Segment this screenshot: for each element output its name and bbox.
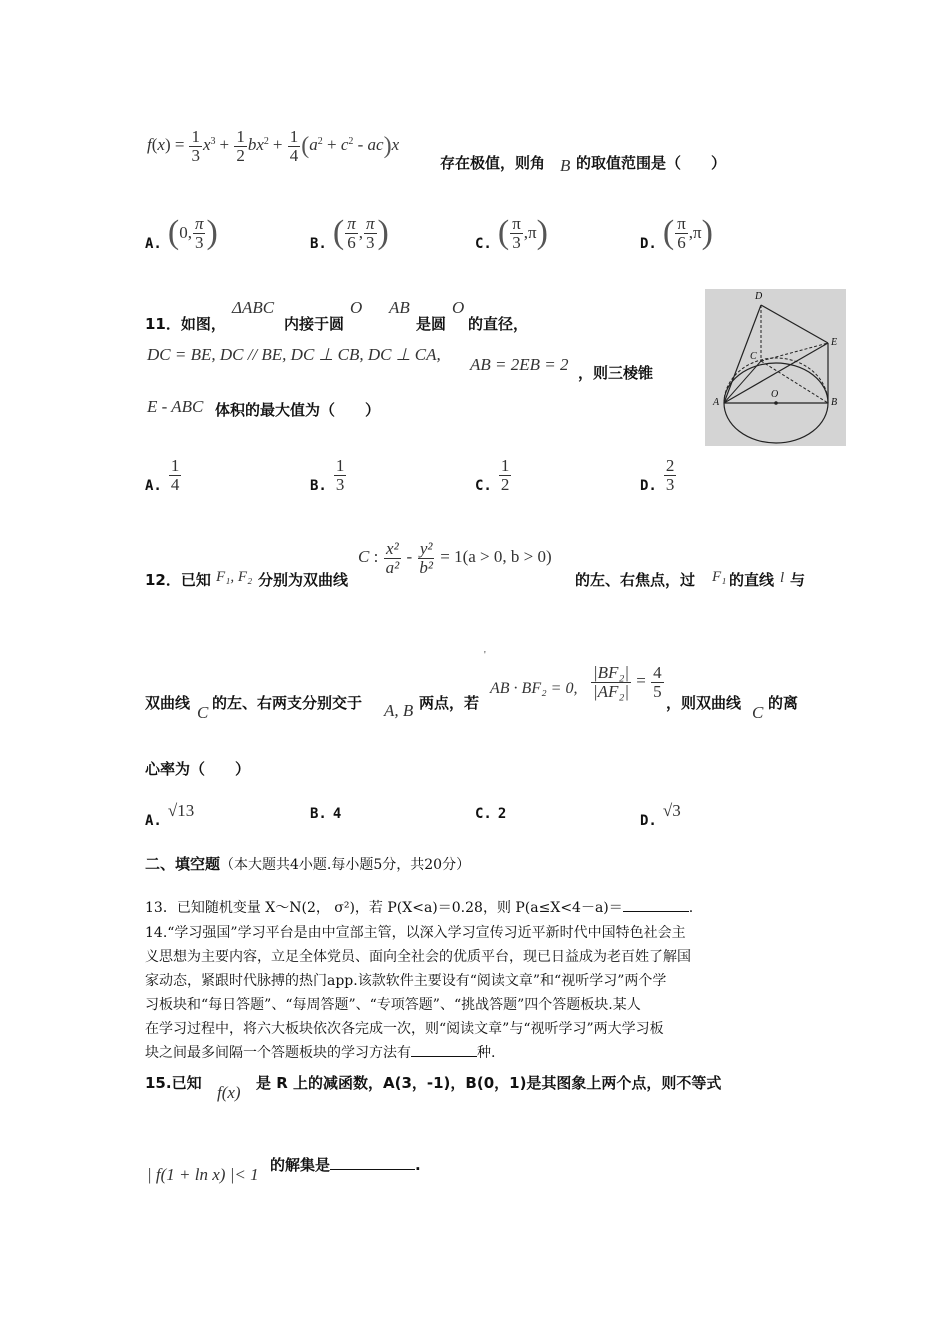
q11-pyramid: E - ABC xyxy=(147,397,204,416)
q11-triangle: ΔABC xyxy=(232,298,275,317)
q15-text-1: 15.已知 xyxy=(145,1074,202,1092)
q12-vector-mark: ' xyxy=(484,650,486,661)
q10-stem-suffix: 存在极值，则角 xyxy=(440,154,546,172)
q12-f1: F₁ xyxy=(712,569,727,585)
fig-label-a: A xyxy=(713,397,720,408)
q12-text-7: 两点，若 xyxy=(419,694,480,712)
q12-c: C xyxy=(197,703,209,722)
fig-label-d: D xyxy=(755,291,763,302)
q12-option-d[interactable]: D. √3 xyxy=(640,801,681,829)
fig-label-c: C xyxy=(750,351,757,362)
q12-text-1: 分别为双曲线 xyxy=(258,571,349,589)
q15-text-2: 是 R 上的减函数，A(3，-1)，B(0，1)是其图象上两个点，则不等式 xyxy=(256,1074,722,1092)
q11-number: 11．如图， xyxy=(145,315,226,333)
q15-text-3: 的解集是 . xyxy=(270,1156,421,1174)
q10-option-c[interactable]: C. ( $\frac{\pi}{3}$ ,π ) xyxy=(475,213,548,252)
q10-stem-end: 的取值范围是（ ） xyxy=(576,154,727,172)
q12-number: 12．已知 xyxy=(145,571,211,589)
q11-ab: AB xyxy=(389,298,410,317)
q12-text-3: 的直线 xyxy=(729,571,775,589)
q13-text: 13．已知随机变量 X～N(2， σ²)，若 P(X<a)＝0.28，则 P(a≤X<4－a)＝ . xyxy=(145,900,694,916)
q11-conditions: DC = BE, DC // BE, DC ⊥ CB, DC ⊥ CA, xyxy=(147,345,441,364)
q11-text-4: ，则三棱锥 xyxy=(578,364,654,382)
q11-ab-equation: AB = 2EB = 2 xyxy=(470,355,569,374)
q14-text: 14.“学习强国”学习平台是由中宣部主管，以深入学习宣传习近平新时代中国特色社会主 义思想为主要内容，立足全体党员、面向全社会的优质平台，现已日益成为老百姓了解国 家动态，紧跟时代脉搏的热门app.该款软件主要设有“阅读文章”和“视听学习”两个学 习板块和“每日答题”、“每周答题”、“专项答题”、“挑战答题”四个答题板块.某人 在学习过程中，将六大板块依次各完成一次，则“阅读文章”与“视听学习”两大学习板 块之间最多间隔一个答题板块的学习方法有 种. xyxy=(145,925,691,1061)
q12-foci: F₁, F₂ xyxy=(216,569,253,585)
q11-circle-o-2: O xyxy=(452,298,465,317)
q12-text-10: 心率为（ ） xyxy=(145,760,251,778)
q12-option-a[interactable]: A. √13 xyxy=(145,801,195,829)
q10-option-d[interactable]: D. ( $\frac{\pi}{6}$ ,π ) xyxy=(640,213,713,252)
q11-text-5: 体积的最大值为（ ） xyxy=(215,401,381,419)
q12-option-b[interactable]: B. 4 xyxy=(310,806,342,822)
q12-ab-points: A, B xyxy=(384,701,414,720)
q11-text-3: 的直径， xyxy=(468,315,529,333)
q12-text-8: ，则双曲线 xyxy=(666,694,742,712)
q12-text-4: 与 xyxy=(790,571,806,589)
q10-option-b[interactable]: B. ( $\frac{\pi}{6}$ , $\frac{\pi}{3}$ ) xyxy=(310,213,389,252)
q15-fx: f(x) xyxy=(217,1083,241,1102)
q12-ratio: $\frac{\text{|BF₂|}}{\text{|AF₂|}}$ = $\frac{4}{5}$ xyxy=(593,663,662,701)
fig-label-b: B xyxy=(831,397,838,408)
q11-geometry-figure xyxy=(705,289,846,446)
q12-text-6: 的左、右两支分别交于 xyxy=(212,694,363,712)
q11-figure-svg xyxy=(705,289,846,446)
q15-answer-blank[interactable] xyxy=(330,1169,415,1170)
q11-option-b[interactable]: B. $\frac{1}{3}$ xyxy=(310,456,345,494)
q10-option-a[interactable]: A. ( 0, $\frac{\pi}{3}$ ) xyxy=(145,213,218,252)
q12-text-2: 的左、右焦点，过 xyxy=(575,571,696,589)
q11-option-c[interactable]: C. $\frac{1}{2}$ xyxy=(475,456,510,494)
q11-text-2: 是圆 xyxy=(416,315,447,333)
q13-answer-blank[interactable] xyxy=(623,911,689,912)
q11-option-a[interactable]: A. $\frac{1}{4}$ xyxy=(145,456,180,494)
q12-c-2: C xyxy=(752,703,764,722)
q12-dot-product: AB · BF₂ = 0, xyxy=(490,680,578,697)
q12-option-c[interactable]: C. 2 xyxy=(475,806,507,822)
q12-text-5: 双曲线 xyxy=(145,694,191,712)
q15-inequality: | f(1 + ln x) |< 1 xyxy=(147,1165,259,1184)
q12-text-9: 的离 xyxy=(768,694,799,712)
q11-option-d[interactable]: D. $\frac{2}{3}$ xyxy=(640,456,675,494)
q14-answer-blank[interactable] xyxy=(411,1056,477,1057)
q10-function-formula: f(x) = $\frac{1}{3}$ $x^3$ + $\frac{1}{2}$ $bx^2$ + $\frac{1}{4}$ $(a^2 + c^2 - ac)x$ xyxy=(147,127,400,165)
q12-hyperbola-eq: C : $\frac{\text{x²}}{\text{a²}}$ - $\frac{\text{y²}}{\text{b²}}$ = 1(a > 0, b > 0) xyxy=(358,539,552,577)
q11-text-1: 内接于圆 xyxy=(284,315,345,333)
q10-var-b: B xyxy=(560,156,571,175)
q12-line-l: l xyxy=(780,570,785,586)
fig-label-e: E xyxy=(831,337,838,348)
section-2-heading: 二、填空题（本大题共4小题.每小题5分，共20分） xyxy=(145,855,471,873)
q11-circle-o: O xyxy=(350,298,363,317)
fig-label-o: O xyxy=(771,389,779,400)
